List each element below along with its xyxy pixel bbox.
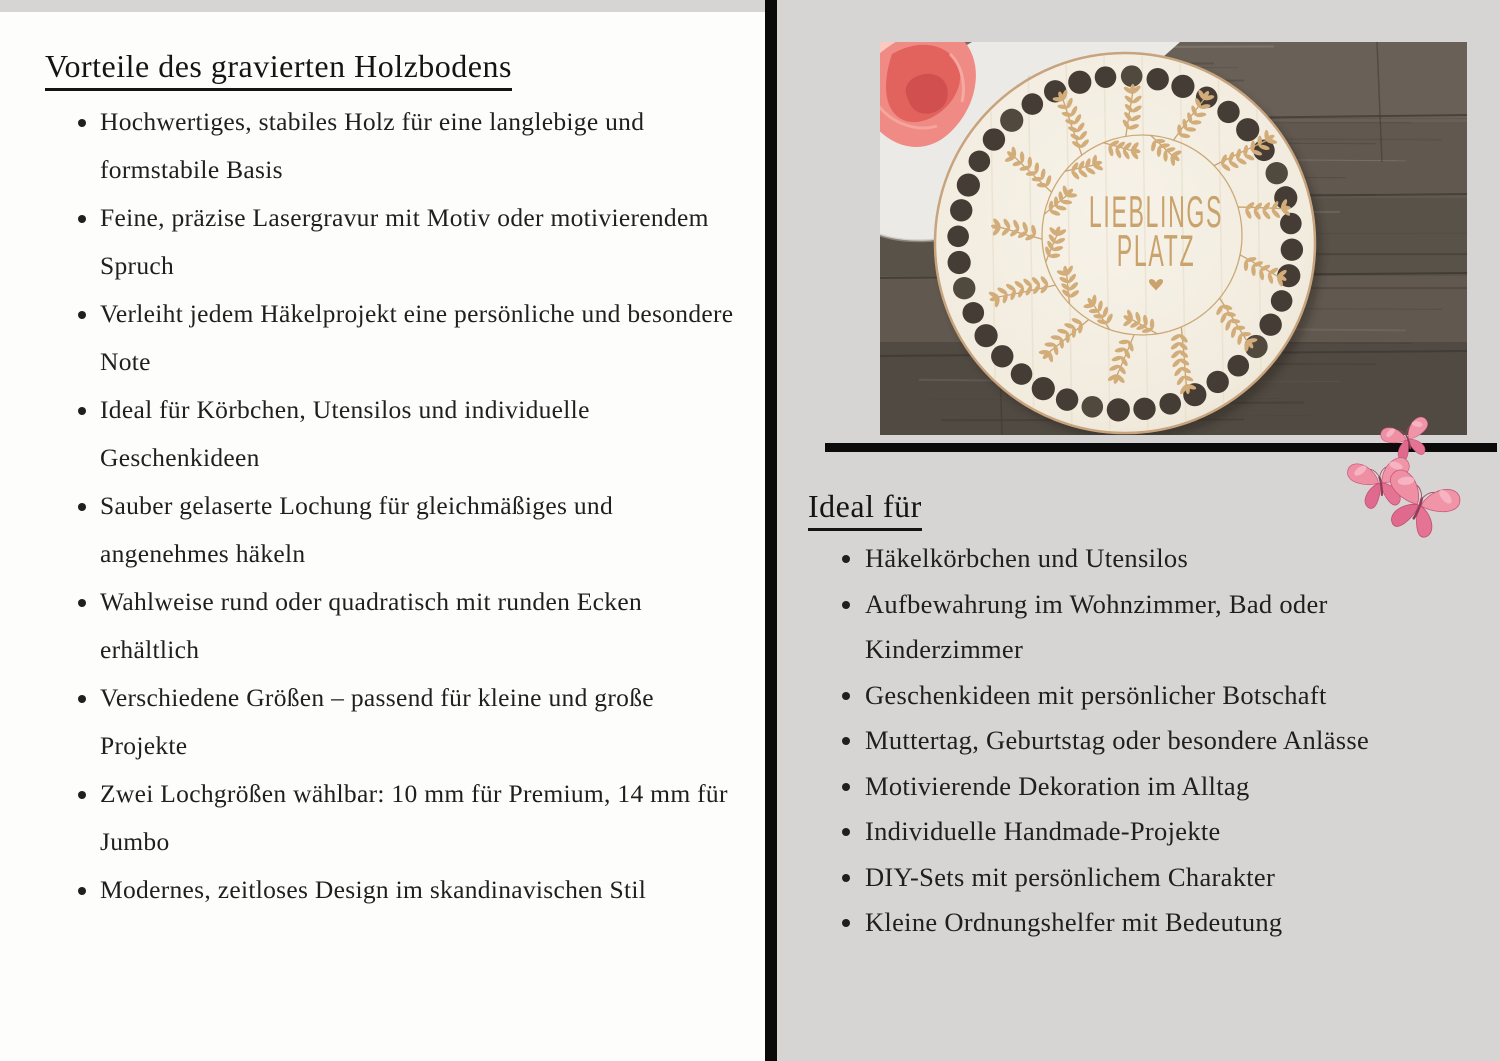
benefits-heading-text: Vorteile des gravierten Holzbodens [45, 48, 512, 91]
ideal-panel [777, 0, 1500, 1061]
ideal-list [813, 536, 1462, 946]
benefits-list-item: • Ideal für Körbchen, Utensilos und individuelle Geschenkideen [100, 386, 745, 482]
ideal-list-item: • Aufbewahrung im Wohnzimmer, Bad oder Kinderzimmer [865, 582, 1462, 673]
benefits-list-item: • Zwei Lochgrößen wählbar: 10 mm für Premium, 14 mm für Jumbo [100, 770, 745, 866]
benefits-panel [0, 12, 765, 1061]
benefits-list-item: • Wahlweise rund oder quadratisch mit runden Ecken erhältlich [100, 578, 745, 674]
ideal-list-item: • Kleine Ordnungshelfer mit Bedeutung [865, 900, 1462, 946]
ideal-list-item: • Individuelle Handmade-Projekte [865, 809, 1462, 855]
vertical-divider [765, 0, 777, 1061]
benefits-list-item: • Verleiht jedem Häkelprojekt eine persönliche und besondere Note [100, 290, 745, 386]
butterflies-decoration [1340, 408, 1480, 548]
benefits-list-item: • Sauber gelaserte Lochung für gleichmäßiges und angenehmes häkeln [100, 482, 745, 578]
benefits-list-item: • Feine, präzise Lasergravur mit Motiv oder motivierendem Spruch [100, 194, 745, 290]
engraving-line1: LIEBLINGS [1088, 186, 1224, 238]
benefits-list-item: • Hochwertiges, stabiles Holz für eine langlebige und formstabile Basis [100, 98, 745, 194]
ideal-list-item: • Muttertag, Geburtstag oder besondere Anlässe [865, 718, 1462, 764]
butterfly-small [1379, 415, 1436, 464]
engraving-line2: PLATZ [1116, 225, 1196, 277]
product-photo [880, 42, 1467, 435]
benefits-heading [45, 48, 512, 85]
wooden-basket-base-photo [880, 42, 1467, 435]
ideal-heading [808, 488, 922, 525]
benefits-list-item: • Verschiedene Größen – passend für kleine und große Projekte [100, 674, 745, 770]
ideal-list-item: • Geschenkideen mit persönlicher Botschaft [865, 673, 1462, 719]
ideal-list-item: • Motivierende Dekoration im Alltag [865, 764, 1462, 810]
ideal-heading-text: Ideal für [808, 488, 922, 531]
engraved-wood-disc [935, 52, 1315, 434]
benefits-list [45, 98, 745, 914]
ideal-list-item: • DIY-Sets mit persönlichem Charakter [865, 855, 1462, 901]
ideal-list-item: • Häkelkörbchen und Utensilos [865, 536, 1462, 582]
benefits-list-item: • Modernes, zeitloses Design im skandinavischen Stil [100, 866, 745, 914]
